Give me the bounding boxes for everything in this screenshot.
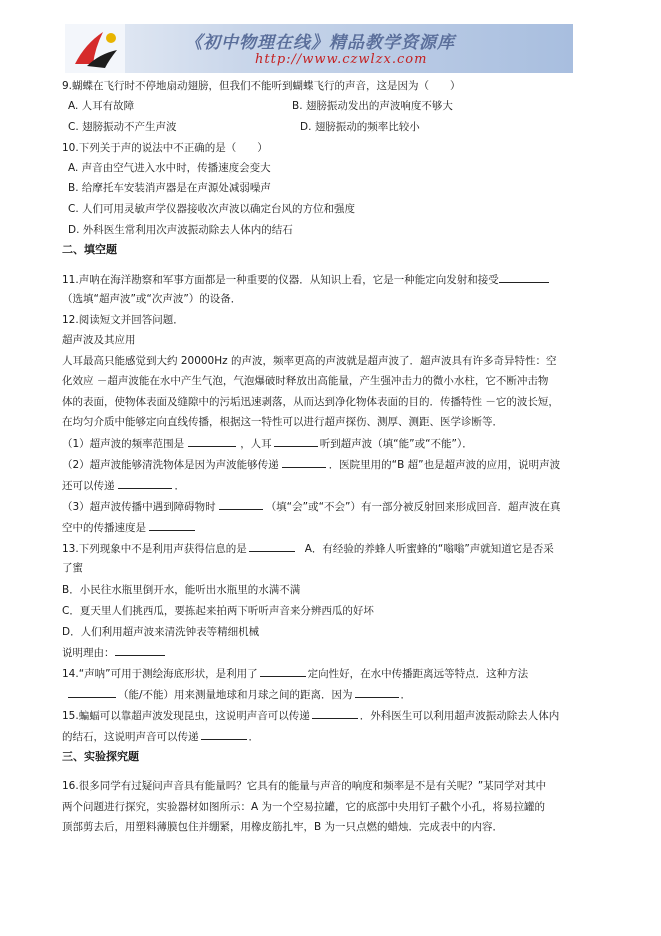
q12-sub2-text-c: 还可以传递 (62, 480, 115, 492)
q12-sub3-text-b: （填“会”或“不会”）有一部分被反射回来形成回音．超声波在真 (265, 501, 561, 513)
q12-sub1-text-a: （1）超声波的频率范围是 (62, 438, 185, 450)
q9-option-a: A. 人耳有故障 (68, 100, 135, 112)
q12-sub2-text-a: （2）超声波能够清洗物体是因为声波能够传递 (62, 459, 279, 471)
q12-passage-line-1: 人耳最高只能感觉到大约 20000Hz 的声波，频率更高的声波就是超声波了．超声波具有许多奇异特性：空 (62, 355, 557, 367)
q15-text-a: 15.蝙蝠可以靠超声波发现昆虫，这说明声音可以传递 (62, 710, 310, 722)
q12-passage-line-4: 在均匀介质中能够定向直线传播，根据这一特性可以进行超声探伤、测厚、测距、医学诊断等． (62, 416, 503, 428)
section-heading-fill-in: 二、填空题 (62, 243, 117, 256)
q14-text-d: ． (400, 689, 412, 701)
answer-blank[interactable] (499, 272, 549, 283)
q13-line-2: 了蜜 (62, 562, 83, 574)
q14-line-1 (62, 666, 528, 681)
q12-sub2-cont (62, 478, 185, 493)
q10-option-b: B. 给摩托车安装消声器是在声源处减弱噪声 (68, 182, 271, 194)
q9-option-b: B. 翅膀振动发出的声波响度不够大 (292, 100, 453, 112)
q16-line-3: 顶部剪去后，用塑料薄膜包住并绷紧，用橡皮筋扎牢，B 为一只点燃的蜡烛．完成表中的内容． (62, 821, 504, 833)
answer-blank[interactable] (274, 436, 318, 447)
q13-stem: 13.下列现象中不是利用声获得信息的是 (62, 543, 247, 555)
q12-sub2-text-b: ．医院里用的“B 超”也是超声波的应用，说明声波 (328, 459, 561, 471)
site-logo-icon (65, 24, 125, 73)
q12-passage-title: 超声波及其应用 (62, 334, 136, 346)
q10-stem: 10.下列关于声的说法中不正确的是（ ） (62, 142, 268, 154)
q10-option-d: D. 外科医生常利用次声波振动除去人体内的结石 (68, 224, 293, 236)
q14-text-b: 定向性好，在水中传播距离远等特点．这种方法 (307, 668, 529, 680)
q13-line-1 (62, 541, 554, 556)
q15-text-b: ．外科医生可以利用超声波振动除去人体内 (359, 710, 560, 722)
q12-passage-line-3: 体的表面，使物体表面及缝隙中的污垢迅速剥落，从而达到净化物体表面的目的．传播特性 －它的波长短， (62, 396, 559, 408)
q13-reason-label: 说明理由： (62, 647, 115, 659)
q15-line-2 (62, 729, 259, 744)
q11-text: 11.声呐在海洋勘察和军事方面都是一种重要的仪器．从知识上看，它是一种能定向发射和接受 (62, 274, 499, 286)
q9-stem: 9.蝴蝶在飞行时不停地扇动翅膀，但我们不能听到蝴蝶飞行的声音，这是因为（ ） (62, 80, 461, 92)
answer-blank[interactable] (149, 520, 195, 531)
q12-sub2-text-d: ． (174, 480, 185, 492)
q12-sub3-text-c: 空中的传播速度是 (62, 522, 146, 534)
answer-blank[interactable] (68, 687, 116, 698)
q12-sub1-text-b: ，人耳 (240, 438, 272, 450)
q12-sub1 (62, 436, 473, 451)
answer-blank[interactable] (282, 457, 326, 468)
q13-option-d: D．人们利用超声波来清洗钟表等精细机械 (62, 626, 260, 638)
q12-passage-line-2: 化效应 －超声波能在水中产生气泡，气泡爆破时释放出高能量，产生强冲击力的微小水柱，它不断冲击物 (62, 375, 549, 387)
q15-text-c: 的结石，这说明声音可以传递 (62, 731, 199, 743)
q12-stem: 12.阅读短文并回答问题． (62, 314, 184, 326)
answer-blank[interactable] (355, 687, 399, 698)
q14-text-c: （能/不能）用来测量地球和月球之间的距离．因为 (118, 689, 353, 701)
banner-url: http://www.czwlzx.com (255, 52, 428, 67)
q10-option-c: C. 人们可用灵敏声学仪器接收次声波以确定台风的方位和强度 (68, 203, 356, 215)
q16-line-1: 16.很多同学有过疑问声音具有能量吗？它具有的能量与声音的响度和频率是不是有关呢？”某同学对其中 (62, 780, 547, 792)
q13-reason (62, 645, 165, 660)
answer-blank[interactable] (219, 499, 263, 510)
q9-option-d: D. 翅膀振动的频率比较小 (300, 121, 420, 133)
q13-option-b: B．小民往水瓶里倒开水，能听出水瓶里的水满不满 (62, 584, 301, 596)
q15-text-d: ． (248, 731, 259, 743)
answer-blank[interactable] (312, 708, 358, 719)
q12-sub3-text-a: （3）超声波传播中遇到障碍物时 (62, 501, 216, 513)
q10-option-a: A. 声音由空气进入水中时，传播速度会变大 (68, 162, 271, 174)
answer-blank[interactable] (249, 541, 295, 552)
q12-sub3 (62, 499, 560, 514)
section-heading-experiment: 三、实验探究题 (62, 750, 139, 763)
q12-sub3-cont (62, 520, 195, 535)
q13-option-c: C．夏天里人们挑西瓜，要拣起来拍两下听听声音来分辨西瓜的好坏 (62, 605, 374, 617)
q11-line-2: （选填“超声波”或“次声波”）的设备． (62, 293, 242, 305)
q11-line-1 (62, 272, 549, 287)
banner-title: 《初中物理在线》精品教学资源库 (185, 33, 455, 53)
q15-line-1 (62, 708, 559, 723)
answer-blank[interactable] (201, 729, 247, 740)
answer-blank[interactable] (188, 436, 236, 447)
q12-sub1-text-c: 听到超声波（填“能”或“不能”）． (319, 438, 473, 450)
q13-option-a: A．有经验的养蜂人听蜜蜂的“嗡嗡”声就知道它是否采 (304, 543, 554, 555)
q16-line-2: 两个问题进行探究，实验器材如图所示：A 为一个空易拉罐，它的底部中央用钉子戳个小孔，将易拉罐的 (62, 801, 546, 813)
q14-line-2 (62, 687, 411, 702)
q14-text-a: 14.“声呐”可用于测绘海底形状，是利用了 (62, 668, 258, 680)
q9-option-c: C. 翅膀振动不产生声波 (68, 121, 177, 133)
answer-blank[interactable] (115, 645, 165, 656)
header-banner (65, 24, 573, 73)
q12-sub2 (62, 457, 560, 472)
answer-blank[interactable] (260, 666, 306, 677)
answer-blank[interactable] (118, 478, 172, 489)
